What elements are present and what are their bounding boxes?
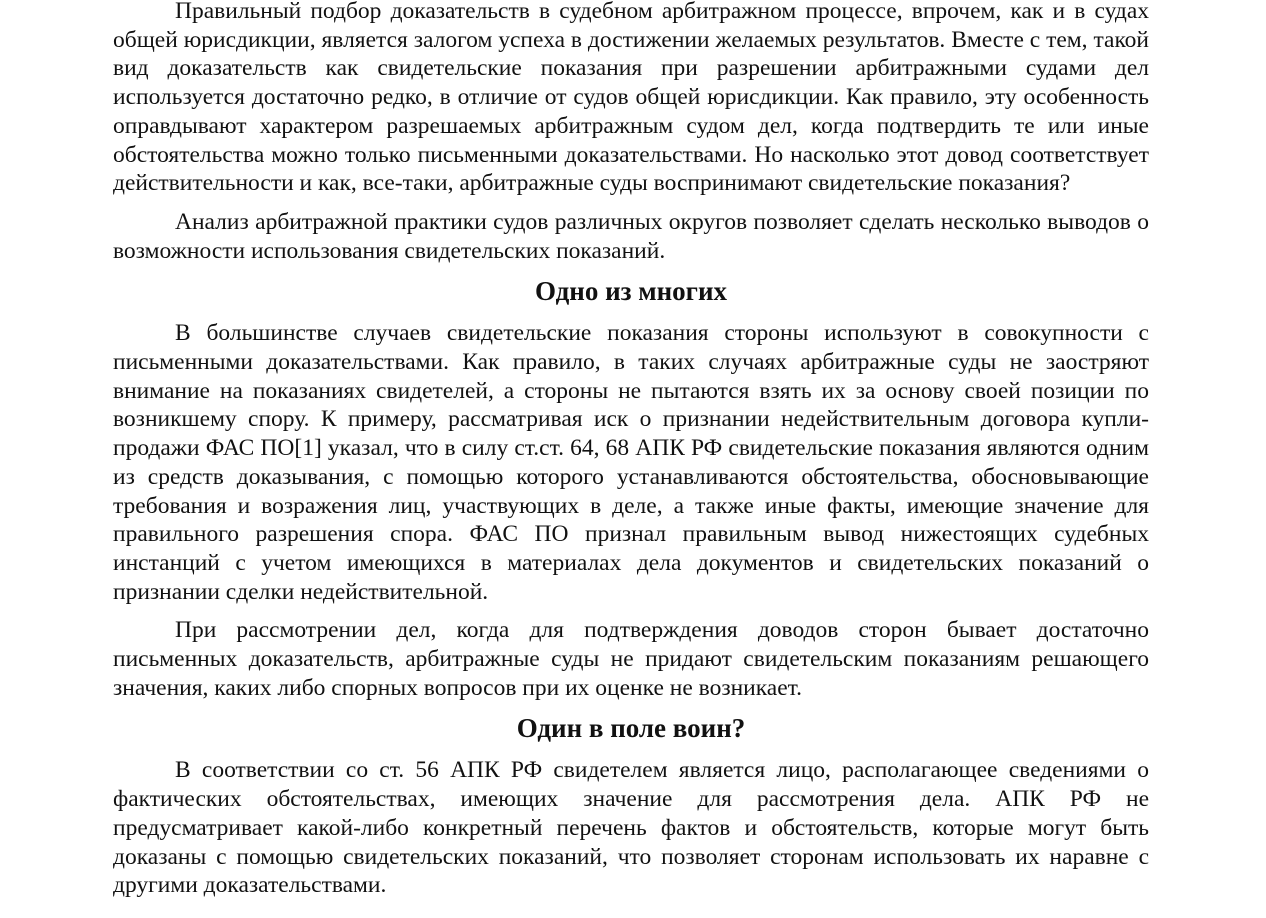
footnote-link[interactable]: [1] — [294, 435, 322, 462]
paragraph-intro: Правильный подбор доказательств в судебном арбитражном процессе, впрочем, как и в судах общей юрисдикции, является залогом успеха в достижении желаемых результатов. Вместе с тем, такой вид доказательств как свидетельские показания при разрешении арбитражными судами дел используется достаточно редко, в отличие от судов общей юрисдикции. Как правило, эту особенность оправдывают характером разрешаемых арбитражным судом дел, когда подтвердить те или иные обстоятельства можно только письменными доказательствами. Но насколько этот довод соответствует действительности и как, все-таки, арбитражные суды воспринимают свидетельские показания? — [113, 0, 1149, 197]
section-heading-one-of-many: Одно из многих — [534, 276, 728, 307]
paragraph-analysis: Анализ арбитражной практики судов различных округов позволяет сделать несколько выводов о возможности использования свидетельских показаний. — [113, 208, 1149, 264]
document-page — [113, 0, 1149, 910]
paragraph-text-part: указал, что в силу ст.ст. 64, 68 АПК РФ свидетельские показания являются одним из средств доказывания, с помощью которого устанавливаются обстоятельства, обосновывающие требования и возражения лиц, участвующих в деле, а также иные факты, имеющие значение для правильного разрешения спора. ФАС ПО признал правильным вывод нижестоящих судебных инстанций с учетом имеющихся в материалах дела документов и свидетельских показаний о признании сделки недействительной. — [113, 435, 1150, 605]
paragraph-witness-definition: В соответствии со ст. 56 АПК РФ свидетелем является лицо, располагающее сведениями о фактических обстоятельствах, имеющих значение для рассмотрения дела. АПК РФ не предусматривает какой-либо конкретный перечень фактов и обстоятельств, которые могут быть доказаны с помощью свидетельских показаний, что позволяет сторонам использовать их наравне с другими доказательствами. — [113, 757, 1149, 899]
paragraph-text-part: В большинстве случаев свидетельские показания стороны используют в совокупности с письменными доказательствами. Как правило, в таких случаях арбитражные суды не заостряют внимание на показаниях свидетелей, а стороны не пытаются взять их за основу своей позиции по возникшему спору. К примеру, рассматривая иск о признании недействительным договора купли-продажи ФАС ПО — [113, 320, 1149, 462]
section-heading-lone-warrior: Один в поле воин? — [516, 713, 746, 744]
paragraph-written-evidence: При рассмотрении дел, когда для подтверждения доводов сторон бывает достаточно письменных доказательств, арбитражные суды не придают свидетельским показаниям решающего значения, каких либо спорных вопросов при их оценке не возникает. — [113, 617, 1149, 701]
paragraph-combined-evidence — [113, 319, 1149, 606]
